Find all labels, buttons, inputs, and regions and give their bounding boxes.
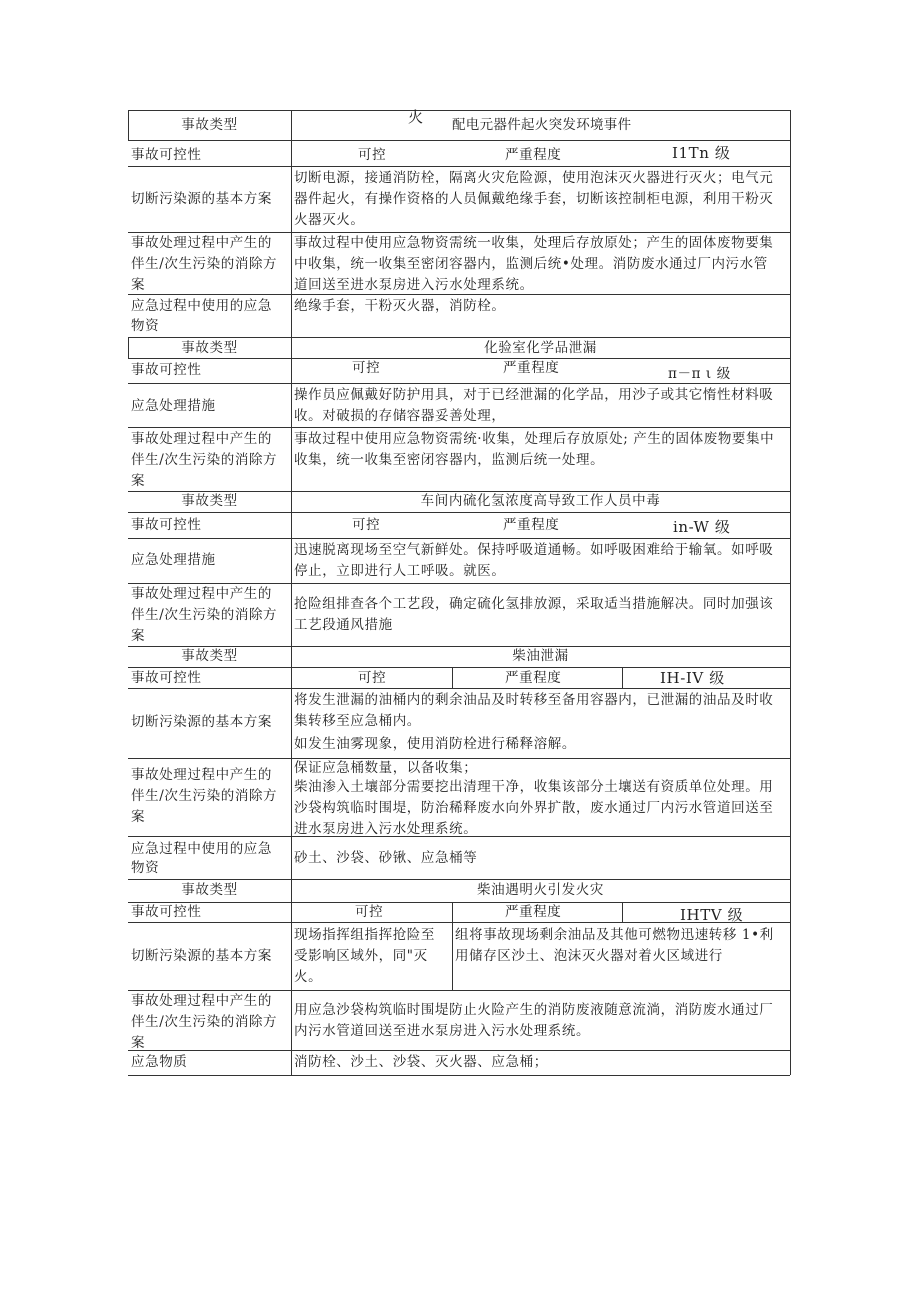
controllability-label: 事故可控性 bbox=[131, 670, 202, 686]
severity-label: 严重程度 bbox=[505, 904, 562, 920]
table-rule-vertical bbox=[790, 110, 791, 1075]
table-rule bbox=[128, 538, 790, 539]
type-value: 车间内硫化氢浓度高导致工作人员中毒 bbox=[420, 493, 661, 509]
table-rule-vertical bbox=[452, 902, 453, 990]
secondary-elim-line: 事故过程中使用应急物资需统一收集，处理后存放原处；产生的固体废物要集 bbox=[294, 235, 774, 251]
table-rule bbox=[128, 110, 790, 111]
table-rule bbox=[128, 512, 790, 513]
cut-source-left-line: 现场指挥组指挥抢险至 bbox=[294, 927, 435, 943]
materials-label-line: 物资 bbox=[131, 860, 160, 876]
materials-value: 砂土、沙袋、砂锹、应急桶等 bbox=[294, 850, 478, 866]
type-label: 事故类型 bbox=[181, 493, 238, 509]
table-rule-vertical bbox=[452, 667, 453, 688]
secondary-elim-line: 进水泵房进入污水处理系统。 bbox=[294, 821, 478, 837]
cut-source-line: 火器灭火。 bbox=[294, 212, 365, 228]
type-label: 事故类型 bbox=[181, 648, 238, 664]
controllability-value: 可控 bbox=[355, 904, 384, 920]
table-rule-vertical bbox=[622, 902, 623, 922]
table-rule bbox=[128, 427, 790, 428]
cut-source-line: 切断电源，接通消防栓，隔离火灾危险源，使用泡沫灭火器进行灭火；电气元 bbox=[294, 170, 774, 186]
severity-level: I1Tn 级 bbox=[672, 144, 731, 162]
materials-value: 绝缘手套，干粉灭火器，消防栓。 bbox=[294, 298, 506, 314]
secondary-elim-line: 保证应急桶数量，以备收集； bbox=[294, 760, 478, 776]
emergency-measures-line: 操作员应佩戴好防护用具，对于已经泄漏的化学品，用沙子或其它惰性材料吸 bbox=[294, 387, 774, 403]
cut-source-line: 将发生泄漏的油桶内的剩余油品及时转移至备用容器内，已泄漏的油品及时收 bbox=[294, 692, 774, 708]
severity-level: in-W 级 bbox=[673, 518, 731, 536]
secondary-label-line: 伴生/次生污染的消除方 bbox=[131, 607, 278, 623]
secondary-label-line: 案 bbox=[131, 809, 146, 825]
table-rule bbox=[128, 1050, 790, 1051]
secondary-label-line: 事故处理过程中产生的 bbox=[131, 993, 272, 1009]
secondary-label-line: 事故处理过程中产生的 bbox=[131, 586, 272, 602]
secondary-elim-line: 沙袋构筑临时围堤，防治稀释废水向外界扩散，废水通过厂内污水管道回送至 bbox=[294, 800, 774, 816]
table-rule bbox=[128, 902, 790, 903]
table-rule bbox=[128, 1075, 790, 1076]
emergency-measures-line: 收。对破损的存储容器妥善处理， bbox=[294, 408, 506, 424]
secondary-label-line: 案 bbox=[131, 473, 146, 489]
type-value: 化验室化学品泄漏 bbox=[484, 340, 597, 356]
severity-level: IHTV 级 bbox=[680, 906, 744, 924]
cut-source-line: 如发生油雾现象，使用消防栓进行稀释溶解。 bbox=[294, 736, 576, 752]
secondary-label-line: 事故处理过程中产生的 bbox=[131, 431, 272, 447]
type-value: 柴油泄漏 bbox=[512, 648, 569, 664]
emergency-measures-line: 停止，立即进行人工呼吸。就医。 bbox=[294, 563, 506, 579]
controllability-value: 可控 bbox=[352, 360, 381, 376]
secondary-elim-line: 收集，统一收集至密闭容器内，监测后统一处理。 bbox=[294, 452, 605, 468]
secondary-elim-line: 中收集，统一收集至密闭容器内，监测后统•处理。消防废水通过厂内污水管 bbox=[294, 256, 768, 272]
secondary-label-line: 伴生/次生污染的消除方 bbox=[131, 1014, 278, 1030]
cut-source-right-line: 组将事故现场剩余油品及其他可燃物迅速转移 1•利 bbox=[455, 927, 774, 943]
controllability-label: 事故可控性 bbox=[131, 147, 202, 163]
cut-source-right-line: 用储存区沙土、泡沫灭火器对着火区域进行 bbox=[455, 948, 723, 964]
controllability-value: 可控 bbox=[358, 670, 387, 686]
materials-label-line: 物资 bbox=[131, 318, 160, 334]
emergency-measures-label: 应急处理措施 bbox=[131, 552, 216, 568]
severity-level: π－π ι 级 bbox=[668, 366, 731, 382]
severity-label: 严重程度 bbox=[503, 517, 560, 533]
controllability-label: 事故可控性 bbox=[131, 362, 202, 378]
secondary-label-line: 案 bbox=[131, 628, 146, 644]
materials-label-line: 应急过程中使用的应急 bbox=[131, 841, 272, 857]
secondary-label-line: 伴生/次生污染的消除方 bbox=[131, 452, 278, 468]
fire-glyph: 火 bbox=[408, 108, 424, 126]
type-label: 事故类型 bbox=[181, 882, 238, 898]
cut-source-left-line: 受影响区域外，同"灭 bbox=[294, 948, 428, 964]
severity-label: 严重程度 bbox=[505, 147, 562, 163]
table-rule-vertical bbox=[622, 667, 623, 688]
type-value: 配电元器件起火突发环境事件 bbox=[452, 117, 632, 133]
table-rule bbox=[128, 166, 790, 167]
table-rule bbox=[128, 140, 790, 141]
table-rule-vertical bbox=[291, 110, 292, 1075]
severity-label: 严重程度 bbox=[503, 360, 560, 376]
cut-source-left-line: 火。 bbox=[294, 969, 323, 985]
type-label: 事故类型 bbox=[181, 340, 238, 356]
secondary-elim-line: 柴油渗入土壤部分需要挖出清理干净，收集该部分土壤送有资质单位处理。用 bbox=[294, 779, 774, 795]
emergency-material-label: 应急物质 bbox=[131, 1054, 188, 1070]
cut-source-label: 切断污染源的基本方案 bbox=[131, 191, 272, 207]
secondary-label-line: 事故处理过程中产生的 bbox=[131, 767, 272, 783]
severity-label: 严重程度 bbox=[505, 670, 562, 686]
severity-level: IH-IV 级 bbox=[660, 669, 725, 687]
type-value: 柴油遇明火引发火灾 bbox=[477, 882, 604, 898]
emergency-measures-line: 迅速脱离现场至空气新鲜处。保持呼吸道通畅。如呼吸困难给于输氧。如呼吸 bbox=[294, 542, 774, 558]
secondary-elim-line: 道回送至进水泵房进入污水处理系统。 bbox=[294, 277, 534, 293]
cut-source-line: 器件起火，有操作资格的人员佩戴绝缘手套，切断该控制柜电源，利用干粉灭 bbox=[294, 191, 774, 207]
secondary-elim-line: 内污水管道回送至进水泵房进入污水处理系统。 bbox=[294, 1023, 591, 1039]
secondary-label-line: 伴生/次生污染的消除方 bbox=[131, 256, 278, 272]
secondary-elim-line: 工艺段通风措施 bbox=[294, 617, 393, 633]
secondary-elim-line: 用应急沙袋构筑临时围堤防止火险产生的消防废液随意流淌，消防废水通过厂 bbox=[294, 1002, 774, 1018]
secondary-label-line: 案 bbox=[131, 277, 146, 293]
cut-source-label: 切断污染源的基本方案 bbox=[131, 714, 272, 730]
secondary-label-line: 伴生/次生污染的消除方 bbox=[131, 788, 278, 804]
type-label: 事故类型 bbox=[181, 117, 238, 133]
controllability-label: 事故可控性 bbox=[131, 517, 202, 533]
secondary-elim-line: 事故过程中使用应急物资需统·收集，处理后存放原处; 产生的固体废物要集中 bbox=[294, 431, 775, 447]
secondary-label-line: 案 bbox=[131, 1035, 146, 1051]
emergency-material-value: 消防栓、沙土、沙袋、灭火器、应急桶； bbox=[294, 1054, 548, 1070]
materials-label-line: 应急过程中使用的应急 bbox=[131, 298, 272, 314]
controllability-value: 可控 bbox=[358, 147, 387, 163]
cut-source-label: 切断污染源的基本方案 bbox=[131, 948, 272, 964]
controllability-value: 可控 bbox=[352, 517, 381, 533]
controllability-label: 事故可控性 bbox=[131, 904, 202, 920]
emergency-measures-label: 应急处理措施 bbox=[131, 398, 216, 414]
secondary-elim-line: 抢险组排查各个工艺段，确定硫化氢排放源，采取适当措施解决。同时加强该 bbox=[294, 596, 774, 612]
secondary-label-line: 事故处理过程中产生的 bbox=[131, 235, 272, 251]
cut-source-line: 集转移至应急桶内。 bbox=[294, 713, 421, 729]
